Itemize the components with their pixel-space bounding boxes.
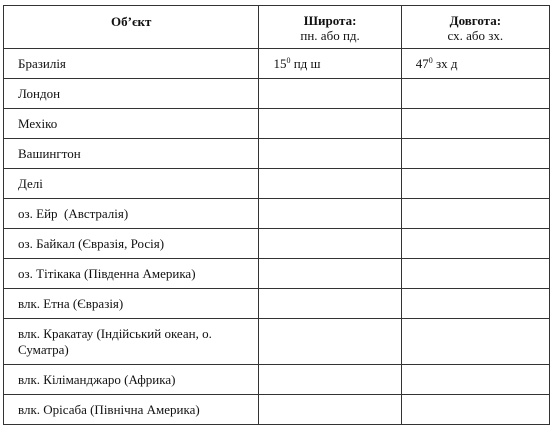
header-row [4,6,550,49]
degree-mark: 0 [286,55,291,65]
latitude-cell[interactable] [259,199,401,229]
header-latitude [259,6,401,49]
table-row [4,49,550,79]
latitude-cell[interactable] [259,319,401,365]
table-row [4,319,550,365]
longitude-direction: зх д [432,55,458,71]
longitude-cell[interactable] [401,289,549,319]
header-longitude [401,6,549,49]
latitude-cell[interactable] [259,229,401,259]
table-row [4,229,550,259]
object-name: Мехіко [4,109,259,139]
object-name: оз. Тітікака (Південна Америка) [4,259,259,289]
longitude-cell[interactable] [401,199,549,229]
table-row [4,199,550,229]
table-row [4,259,550,289]
table-row [4,365,550,395]
longitude-cell[interactable] [401,79,549,109]
longitude-degrees: 47 [415,55,429,71]
latitude-cell[interactable] [259,259,401,289]
coordinates-table [3,5,550,425]
object-name: влк. Кракатау (Індійський океан, о. Суматра) [4,319,259,365]
longitude-cell[interactable] [401,169,549,199]
latitude-cell[interactable] [259,139,401,169]
object-name: влк. Кіліманджаро (Африка) [4,365,259,395]
latitude-cell[interactable] [259,109,401,139]
table-row [4,289,550,319]
object-name: оз. Байкал (Євразія, Росія) [4,229,259,259]
longitude-cell[interactable] [401,319,549,365]
latitude-cell[interactable] [259,395,401,425]
latitude-cell[interactable] [259,289,401,319]
longitude-cell[interactable] [401,229,549,259]
longitude-cell[interactable] [401,395,549,425]
object-name: оз. Ейр (Австралія) [4,199,259,229]
latitude-cell[interactable] [259,365,401,395]
object-name: влк. Орісаба (Північна Америка) [4,395,259,425]
latitude-degrees: 15 [273,55,287,71]
degree-mark: 0 [428,55,433,65]
header-latitude-sub: пн. або пд. [300,28,360,43]
header-object: Об’єкт [4,6,259,49]
latitude-cell[interactable] [259,79,401,109]
latitude-cell[interactable] [259,49,401,79]
table-row [4,395,550,425]
header-longitude-title: Довгота: [449,13,502,28]
object-name: влк. Етна (Євразія) [4,289,259,319]
latitude-direction: пд ш [290,55,321,71]
longitude-cell[interactable] [401,365,549,395]
longitude-cell[interactable] [401,259,549,289]
object-name: Лондон [4,79,259,109]
object-name: Делі [4,169,259,199]
table-row [4,109,550,139]
object-name: Бразилія [4,49,259,79]
object-name: Вашингтон [4,139,259,169]
table-row [4,79,550,109]
longitude-cell[interactable] [401,49,549,79]
latitude-cell[interactable] [259,169,401,199]
longitude-cell[interactable] [401,109,549,139]
table-row [4,169,550,199]
header-latitude-title: Широта: [303,13,357,28]
longitude-cell[interactable] [401,139,549,169]
table-row [4,139,550,169]
header-longitude-sub: сх. або зх. [447,28,504,43]
